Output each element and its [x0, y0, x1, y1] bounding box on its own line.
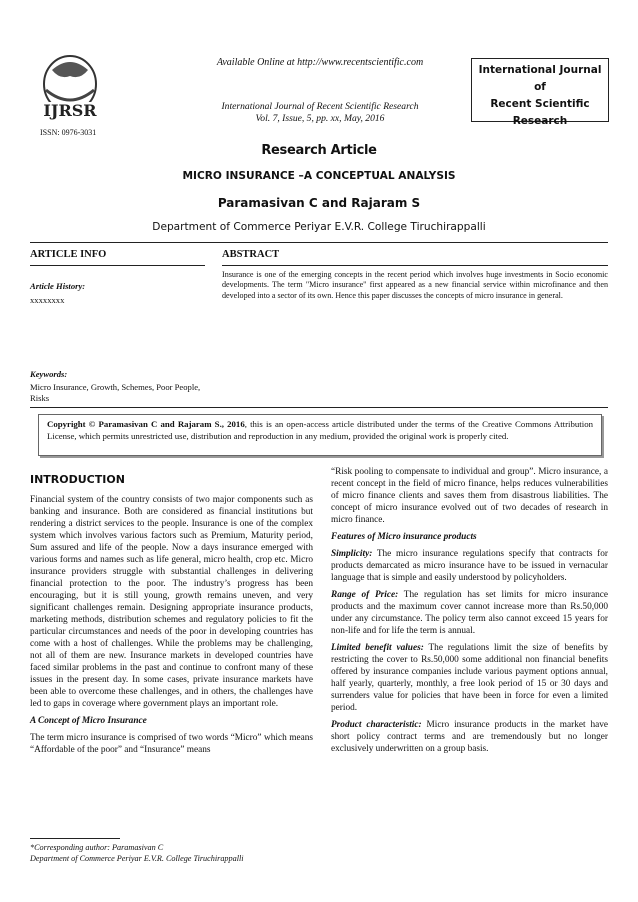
- info-rule: [30, 265, 205, 266]
- box-line2: Recent Scientific: [490, 98, 590, 110]
- footnote-author: *Corresponding author: Paramasivan C: [30, 843, 164, 852]
- copyright-bold: Copyright © Paramasivan C and Rajaram S., 2016: [47, 419, 245, 429]
- footnote-affiliation: Department of Commerce Periyar E.V.R. College Tiruchirappalli: [30, 853, 244, 863]
- article-history-label: Article History:: [30, 281, 86, 291]
- journal-title-box: [471, 58, 609, 127]
- journal-name: International Journal of Recent Scientific Research: [221, 101, 419, 112]
- abstract-heading: ABSTRACT: [222, 249, 280, 260]
- copyright-text: , this is an open-access article distributed under the terms of the Creative Commons Attribution License, which permits unrestricted use, distribution and reproduction in any medium, provided the original work is properly cited.: [47, 419, 593, 441]
- journal-name-block: [165, 101, 475, 125]
- box-line1: International Journal of: [478, 64, 602, 93]
- intro-paragraph: Financial system of the country consists of two major components such as banking and insurance. Both are considered as financial institutions but rendering a district services to the people. Insurance is one of the complex system which involves various factors such as Premium, Maturity period, Sum assured and life of the people. Now a days insurance emerged with various forms and names such as life general, micro health, crop etc. Micro insurance providers struggle with substantial challenges in delivering financial protection to the poor. The industry’s progress has been encouraging, but it is still young, growth remains uneven, and very significant challenges remain. Designing appropriate insurance products, marketing methods, distribution schemes and regulatory policies to fit the particular circumstances and needs of the poor in developing countries has come with a host of challenges. While the problems may be challenging, not all of them are new. Insurance markets in developed countries have faced similar problems in the past and continue to confront many of these issues in the present day. In some cases, private insurance markets have been able to overcome these challenges, and in others, the challenges have led to gaps in coverage where government plays an important role.: [30, 495, 313, 709]
- logo-text: IJRSR: [43, 101, 97, 120]
- article-type-label: Research Article: [261, 143, 377, 158]
- range-term: Range of Price:: [331, 590, 399, 600]
- range-paragraph: [331, 589, 608, 637]
- features-heading: Features of Micro insurance products: [331, 532, 477, 542]
- copyright-box: [38, 414, 602, 456]
- available-online: Available Online at http://www.recentscientific.com: [216, 57, 424, 68]
- product-text: Micro insurance products in the market have short policy contract terms and are tremendously but no longer exclusively underwritten on a group basis.: [331, 720, 608, 754]
- limited-term: Limited benefit values:: [331, 643, 424, 653]
- article-history-value: xxxxxxxx: [30, 295, 65, 305]
- left-column: [30, 474, 313, 761]
- concept-paragraph: The term micro insurance is comprised of two words “Micro” which means “Affordable of the poor” and “Insurance” means: [30, 733, 313, 755]
- footnote: [30, 843, 244, 864]
- affiliation: Department of Commerce Periyar E.V.R. College Tiruchirappalli: [152, 221, 486, 233]
- simplicity-text: The micro insurance regulations specify that contracts for products demarcated as micro insurance have to be issued in vernacular language that is simple and easily understood by policyholders.: [331, 549, 608, 583]
- simplicity-term: Simplicity:: [331, 549, 373, 559]
- journal-logo: [30, 50, 110, 128]
- range-text: The regulation has set limits for micro insurance products and the maximum cover cannot increase more than Rs.50,000 under any circumstance. The policy term also cannot exceed 15 years for non-life and for life the term is annual.: [331, 590, 609, 636]
- introduction-heading: INTRODUCTION: [30, 473, 125, 486]
- article-info-heading: ARTICLE INFO: [30, 249, 107, 260]
- paper-authors: Paramasivan C and Rajaram S: [217, 196, 421, 210]
- limited-paragraph: [331, 642, 608, 714]
- simplicity-paragraph: [331, 548, 608, 584]
- right-column: [331, 466, 608, 760]
- top-rule: [30, 242, 608, 243]
- keywords-label: Keywords:: [30, 369, 68, 379]
- bottom-rule: [30, 407, 608, 408]
- keywords-value: Micro Insurance, Growth, Schemes, Poor People, Risks: [30, 382, 201, 403]
- paper-title: MICRO INSURANCE –A CONCEPTUAL ANALYSIS: [182, 170, 456, 182]
- product-term: Product characteristic:: [331, 720, 422, 730]
- footnote-rule: [30, 838, 120, 839]
- journal-volume: Vol. 7, Issue, 5, pp. xx, May, 2016: [255, 113, 385, 124]
- concept-heading: A Concept of Micro Insurance: [30, 716, 147, 726]
- abstract-rule: [222, 265, 608, 266]
- abstract-text: Insurance is one of the emerging concepts in the recent period which involves huge investments in Socio economic developments. The term "Micro insurance" first appeared as a new financial service within microfinance and then developed into a sector of its own. Hence this paper discusses the concepts of micro insurance in general.: [222, 270, 608, 300]
- issn: ISSN: 0976-3031: [40, 128, 97, 137]
- box-line3: Research: [512, 115, 568, 127]
- limited-text: The regulations limit the size of benefits by restricting the cover to Rs.50,000 some additional non financial benefits offered by insurance companies include various payment options annual, half yearly, quarterly, monthly, a free look period of 15 or 30 days and surrenders value for policies that have been in force for even a limited period.: [331, 643, 608, 713]
- right-paragraph-1: “Risk pooling to compensate to individual and group”. Micro insurance, a recent concept in the field of micro finance, helps reduces vulnerabilities of micro finance clients and saves them from disastrous liabilities. The concept of micro insurance evolved out of two decades of research in micro finance.: [331, 467, 608, 525]
- product-paragraph: [331, 719, 608, 755]
